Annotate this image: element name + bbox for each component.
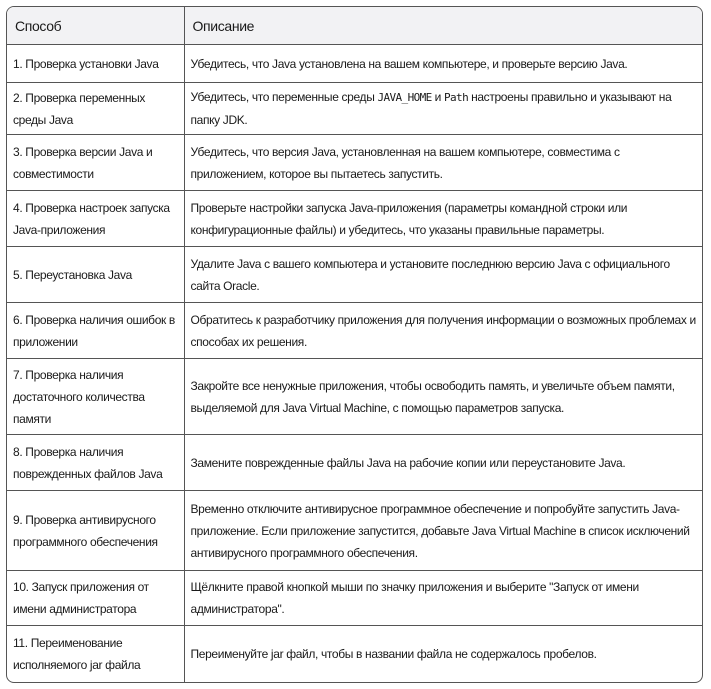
method-cell: 11. Переименование исполняемого jar файла bbox=[7, 626, 184, 682]
description-cell: Обратитесь к разработчику приложения для получения информации о возможных проблемах и способах их решения. bbox=[184, 303, 702, 359]
table-row bbox=[7, 359, 702, 435]
table-row bbox=[7, 491, 702, 571]
description-cell: Удалите Java с вашего компьютера и установите последнюю версию Java с официального сайта Oracle. bbox=[184, 247, 702, 303]
description-cell: Проверьте настройки запуска Java-приложения (параметры командной строки или конфигурационные файлы) и убедитесь, что указаны правильные параметры. bbox=[184, 191, 702, 247]
method-cell: 5. Переустановка Java bbox=[7, 247, 184, 303]
table-row bbox=[7, 626, 702, 682]
description-cell: Убедитесь, что Java установлена на вашем компьютере, и проверьте версию Java. bbox=[184, 45, 702, 83]
table-header-row bbox=[7, 7, 702, 45]
description-text: Убедитесь, что переменные среды bbox=[190, 90, 378, 104]
header-description: Описание bbox=[184, 7, 702, 45]
description-cell bbox=[184, 83, 702, 135]
description-text: настроены правильно и указывают на папку JDK. bbox=[190, 90, 672, 127]
table-row bbox=[7, 247, 702, 303]
table-row bbox=[7, 83, 702, 135]
method-cell: 6. Проверка наличия ошибок в приложении bbox=[7, 303, 184, 359]
method-cell: 1. Проверка установки Java bbox=[7, 45, 184, 83]
method-cell: 3. Проверка версии Java и совместимости bbox=[7, 135, 184, 191]
table-row bbox=[7, 435, 702, 491]
method-cell: 10. Запуск приложения от имени администратора bbox=[7, 571, 184, 626]
description-cell: Переименуйте jar файл, чтобы в названии файла не содержалось пробелов. bbox=[190, 646, 597, 661]
method-cell: 7. Проверка наличия достаточного количества памяти bbox=[7, 359, 184, 435]
header-method: Способ bbox=[7, 7, 184, 45]
description-cell: Щёлкните правой кнопкой мыши по значку приложения и выберите "Запуск от имени администратора". bbox=[184, 571, 702, 626]
description-cell: Убедитесь, что версия Java, установленная на вашем компьютере, совместима с приложением, которое вы пытаетесь запустить. bbox=[184, 135, 702, 191]
description-cell: Замените поврежденные файлы Java на рабочие копии или переустановите Java. bbox=[184, 435, 702, 491]
methods-table-container bbox=[6, 6, 703, 683]
table-row bbox=[7, 571, 702, 626]
method-cell: 9. Проверка антивирусного программного обеспечения bbox=[7, 491, 184, 571]
method-cell: 8. Проверка наличия поврежденных файлов Java bbox=[7, 435, 184, 491]
description-cell: Временно отключите антивирусное программное обеспечение и попробуйте запустить Java-приложение. Если приложение запустится, добавьте Java Virtual Machine в список исключений антивирусного программного обеспечения. bbox=[184, 491, 702, 571]
methods-table bbox=[7, 7, 702, 682]
method-cell: 4. Проверка настроек запуска Java-приложения bbox=[7, 191, 184, 247]
description-cell: Закройте все ненужные приложения, чтобы освободить память, и увеличьте объем памяти, выделяемой для Java Virtual Machine, с помощью параметров запуска. bbox=[184, 359, 702, 435]
table-row bbox=[7, 135, 702, 191]
method-cell: 2. Проверка переменных среды Java bbox=[7, 83, 184, 135]
table-row bbox=[7, 191, 702, 247]
code-path: Path bbox=[444, 91, 469, 104]
description-text: и bbox=[431, 90, 444, 104]
code-java-home: JAVA_HOME bbox=[377, 91, 432, 104]
table-row bbox=[7, 45, 702, 83]
table-row bbox=[7, 303, 702, 359]
